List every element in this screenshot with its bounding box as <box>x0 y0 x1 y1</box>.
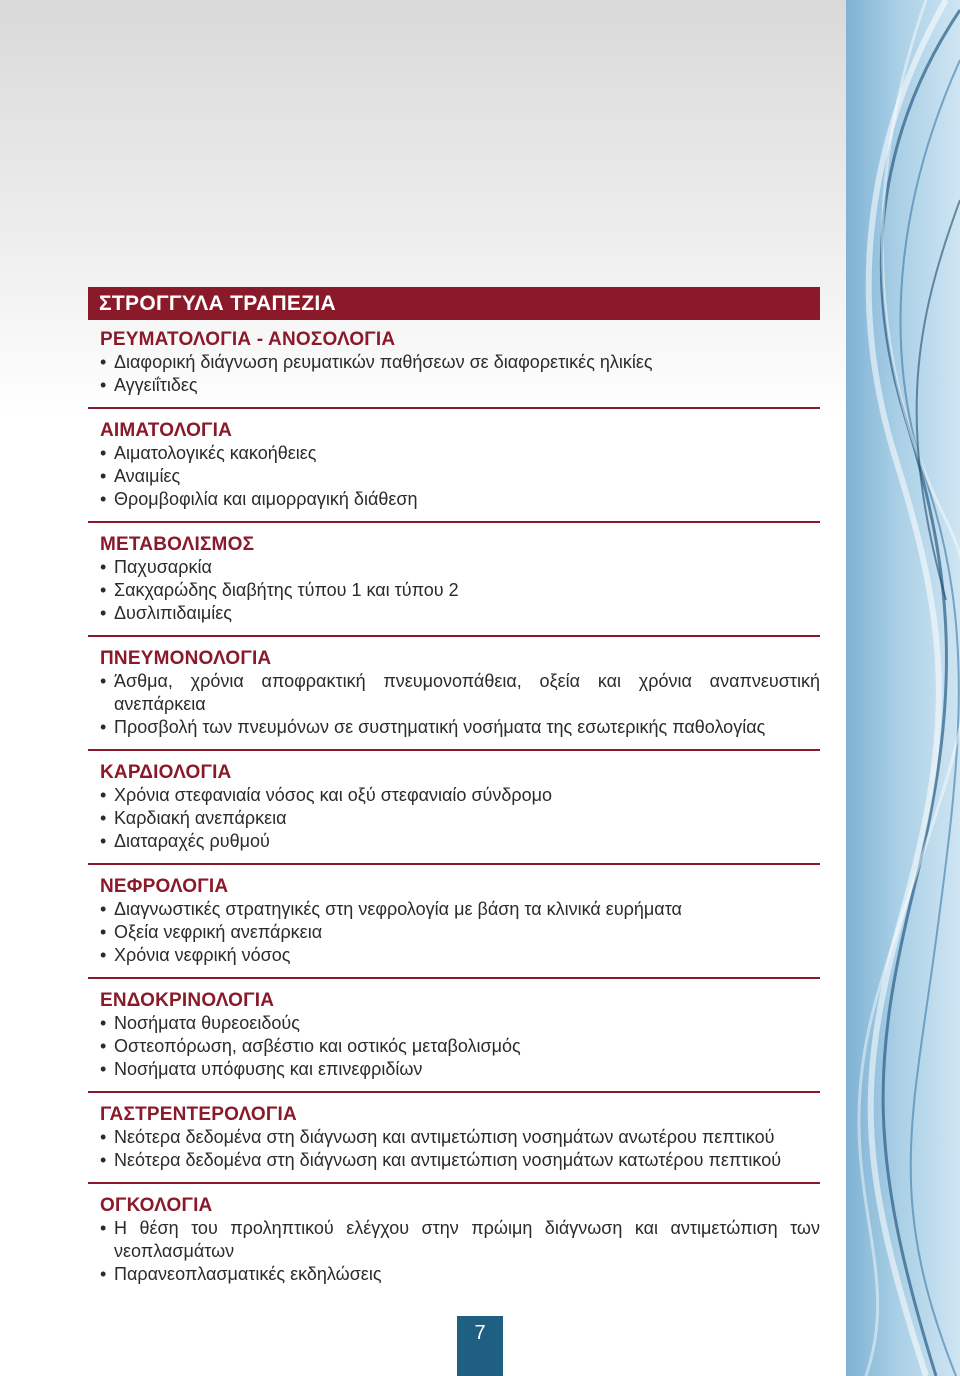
list-item: • Παρανεοπλασματικές εκδηλώσεις <box>100 1263 820 1286</box>
section-rheumatology <box>88 328 820 409</box>
section-title: ΚΑΡΔΙΟΛΟΓΙΑ <box>100 762 232 783</box>
page-number: 7 <box>457 1316 503 1376</box>
item-list <box>100 556 820 625</box>
list-item: • Σακχαρώδης διαβήτης τύπου 1 και τύπου 2 <box>100 579 820 602</box>
section-title: ΓΑΣΤΡΕΝΤΕΡΟΛΟΓΙΑ <box>100 1104 297 1125</box>
list-item: • Χρόνια νεφρική νόσος <box>100 944 820 967</box>
list-item: • Αιματολογικές κακοήθειες <box>100 442 820 465</box>
list-item: • Άσθμα, χρόνια αποφρακτική πνευμονοπάθεια, οξεία και χρόνια αναπνευστική ανεπάρκεια <box>100 670 820 716</box>
list-item: • Οξεία νεφρική ανεπάρκεια <box>100 921 820 944</box>
list-item: • Θρομβοφιλία και αιμορραγική διάθεση <box>100 488 820 511</box>
section-cardiology <box>88 761 820 865</box>
section-title: ΑΙΜΑΤΟΛΟΓΙΑ <box>100 420 233 441</box>
item-list <box>100 442 820 511</box>
list-item: • Δυσλιπιδαιμίες <box>100 602 820 625</box>
section-title: ΠΝΕΥΜΟΝΟΛΟΓΙΑ <box>100 648 272 669</box>
list-item: • Η θέση του προληπτικού ελέγχου στην πρώιμη διάγνωση και αντιμετώπιση των νεοπλασμάτων <box>100 1217 820 1263</box>
section-title: ΡΕΥΜΑΤΟΛΟΓΙΑ - ΑΝΟΣΟΛΟΓΙΑ <box>100 329 396 350</box>
list-item: • Αγγειΐτιδες <box>100 374 820 397</box>
list-item: • Χρόνια στεφανιαία νόσος και οξύ στεφανιαίο σύνδρομο <box>100 784 820 807</box>
section-oncology <box>88 1194 820 1296</box>
wave-ribbons-graphic <box>846 0 960 1376</box>
list-item: • Διαφορική διάγνωση ρευματικών παθήσεων σε διαφορετικές ηλικίες <box>100 351 820 374</box>
section-nephrology <box>88 875 820 979</box>
item-list <box>100 784 820 853</box>
list-item: • Διαταραχές ρυθμού <box>100 830 820 853</box>
item-list <box>100 898 820 967</box>
section-title: ΝΕΦΡΟΛΟΓΙΑ <box>100 876 229 897</box>
decorative-side-art <box>846 0 960 1376</box>
list-item: • Προσβολή των πνευμόνων σε συστηματική νοσήματα της εσωτερικής παθολογίας <box>100 716 820 739</box>
list-item: • Αναιμίες <box>100 465 820 488</box>
list-item: • Διαγνωστικές στρατηγικές στη νεφρολογία με βάση τα κλινικά ευρήματα <box>100 898 820 921</box>
item-list <box>100 1012 820 1081</box>
section-endocrinology <box>88 989 820 1093</box>
round-tables-content <box>88 287 820 1306</box>
section-title: ΕΝΔΟΚΡΙΝΟΛΟΓΙΑ <box>100 990 275 1011</box>
section-metabolism <box>88 533 820 637</box>
section-title: ΜΕΤΑΒΟΛΙΣΜΟΣ <box>100 534 255 555</box>
item-list <box>100 1126 820 1172</box>
section-title: ΟΓΚΟΛΟΓΙΑ <box>100 1195 213 1216</box>
item-list <box>100 1217 820 1286</box>
list-item: • Οστεοπόρωση, ασβέστιο και οστικός μεταβολισμός <box>100 1035 820 1058</box>
item-list <box>100 351 820 397</box>
list-item: • Νοσήματα υπόφυσης και επινεφριδίων <box>100 1058 820 1081</box>
list-item: • Νεότερα δεδομένα στη διάγνωση και αντιμετώπιση νοσημάτων κατωτέρου πεπτικού <box>100 1149 820 1172</box>
section-hematology <box>88 419 820 523</box>
main-title: ΣΤΡΟΓΓΥΛΑ ΤΡΑΠΕΖΙΑ <box>88 287 820 320</box>
list-item: • Παχυσαρκία <box>100 556 820 579</box>
section-pulmonology <box>88 647 820 751</box>
item-list <box>100 670 820 739</box>
list-item: • Καρδιακή ανεπάρκεια <box>100 807 820 830</box>
list-item: • Νοσήματα θυρεοειδούς <box>100 1012 820 1035</box>
list-item: • Νεότερα δεδομένα στη διάγνωση και αντιμετώπιση νοσημάτων ανωτέρου πεπτικού <box>100 1126 820 1149</box>
section-gastroenterology <box>88 1103 820 1184</box>
